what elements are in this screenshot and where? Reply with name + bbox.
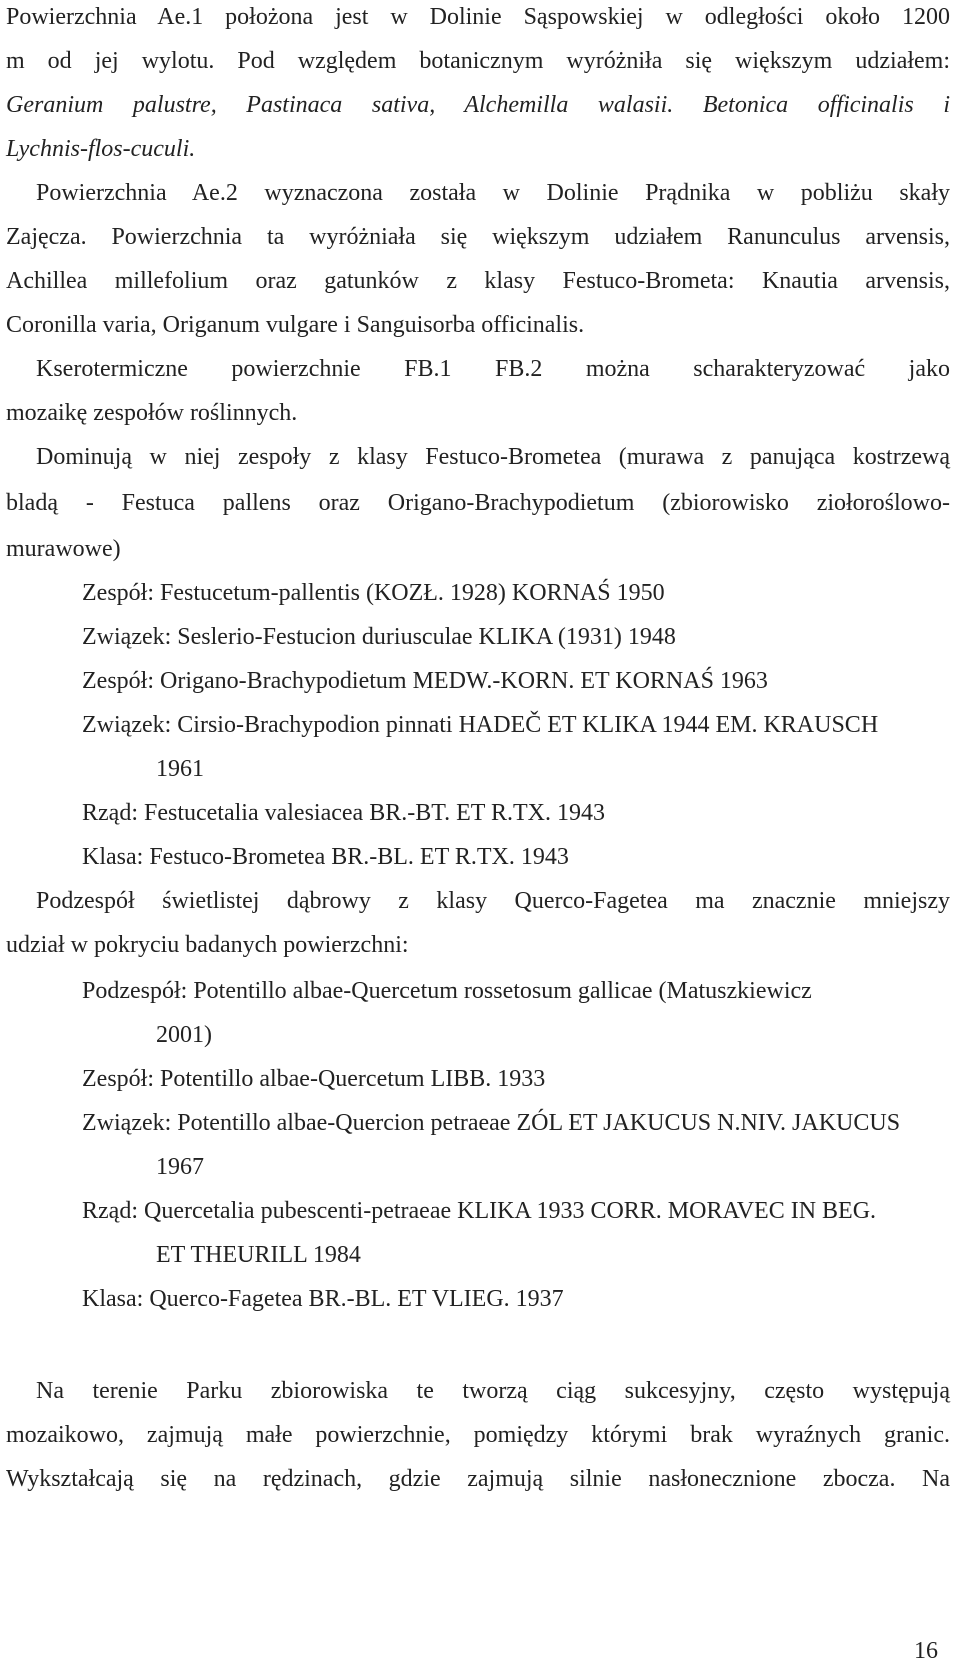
text-line: Geranium palustre, Pastinaca sativa, Alchemilla walasii. Betonica officinalis i	[6, 92, 950, 118]
text-line: mozaikę zespołów roślinnych.	[6, 400, 298, 426]
syntaxonomy-line: Rząd: Festucetalia valesiacea BR.-BT. ET R.TX. 1943	[82, 800, 605, 826]
page-number: 16	[914, 1638, 938, 1664]
syntaxonomy-line: Podzespół: Potentillo albae-Quercetum rossetosum gallicae (Matuszkiewicz	[82, 978, 812, 1004]
text-line: Powierzchnia Ae.1 położona jest w Dolinie Sąspowskiej w odległości około 1200	[6, 4, 950, 30]
text-line: m od jej wylotu. Pod względem botanicznym wyróżniła się większym udziałem:	[6, 48, 950, 74]
text-line: Powierzchnia Ae.2 wyznaczona została w Dolinie Prądnika w pobliżu skały	[36, 180, 950, 206]
text-line: murawowe)	[6, 536, 121, 562]
syntaxonomy-line: 2001)	[156, 1022, 212, 1048]
text-line: Wykształcają się na rędzinach, gdzie zajmują silnie nasłonecznione zbocza. Na	[6, 1466, 950, 1492]
text-line: Podzespół świetlistej dąbrowy z klasy Querco-Fagetea ma znacznie mniejszy	[36, 888, 950, 914]
text-line: Dominują w niej zespoły z klasy Festuco-Brometea (murawa z panująca kostrzewą	[36, 444, 950, 470]
text-line: Achillea millefolium oraz gatunków z klasy Festuco-Brometa: Knautia arvensis,	[6, 268, 950, 294]
syntaxonomy-line: Zespół: Origano-Brachypodietum MEDW.-KORN. ET KORNAŚ 1963	[82, 668, 768, 694]
syntaxonomy-line: Klasa: Querco-Fagetea BR.-BL. ET VLIEG. 1937	[82, 1286, 564, 1312]
syntaxonomy-line: 1967	[156, 1154, 204, 1180]
text-line: mozaikowo, zajmują małe powierzchnie, pomiędzy którymi brak wyraźnych granic.	[6, 1422, 950, 1448]
syntaxonomy-line: Zespół: Potentillo albae-Quercetum LIBB. 1933	[82, 1066, 546, 1092]
text-line: udział w pokryciu badanych powierzchni:	[6, 932, 409, 958]
syntaxonomy-line: 1961	[156, 756, 204, 782]
syntaxonomy-line: Związek: Potentillo albae-Quercion petraeae ZÓL ET JAKUCUS N.NIV. JAKUCUS	[82, 1110, 901, 1136]
text-line: bladą - Festuca pallens oraz Origano-Brachypodietum (zbiorowisko ziołoroślowo-	[6, 490, 950, 516]
text-line: Kserotermiczne powierzchnie FB.1 FB.2 można scharakteryzować jako	[36, 356, 950, 382]
syntaxonomy-line: Klasa: Festuco-Brometea BR.-BL. ET R.TX. 1943	[82, 844, 569, 870]
syntaxonomy-line: Związek: Seslerio-Festucion duriusculae KLIKA (1931) 1948	[82, 624, 676, 650]
text-line: Zajęcza. Powierzchnia ta wyróżniała się większym udziałem Ranunculus arvensis,	[6, 224, 950, 250]
syntaxonomy-line: ET THEURILL 1984	[156, 1242, 361, 1268]
syntaxonomy-line: Związek: Cirsio-Brachypodion pinnati HADEČ ET KLIKA 1944 EM. KRAUSCH	[82, 712, 879, 738]
text-line: Lychnis-flos-cuculi.	[6, 136, 196, 162]
syntaxonomy-line: Rząd: Quercetalia pubescenti-petraeae KLIKA 1933 CORR. MORAVEC IN BEG.	[82, 1198, 877, 1224]
text-line: Coronilla varia, Origanum vulgare i Sanguisorba officinalis.	[6, 312, 585, 338]
syntaxonomy-line: Zespół: Festucetum-pallentis (KOZŁ. 1928) KORNAŚ 1950	[82, 580, 665, 606]
text-line: Na terenie Parku zbiorowiska te tworzą ciąg sukcesyjny, często występują	[36, 1378, 950, 1404]
